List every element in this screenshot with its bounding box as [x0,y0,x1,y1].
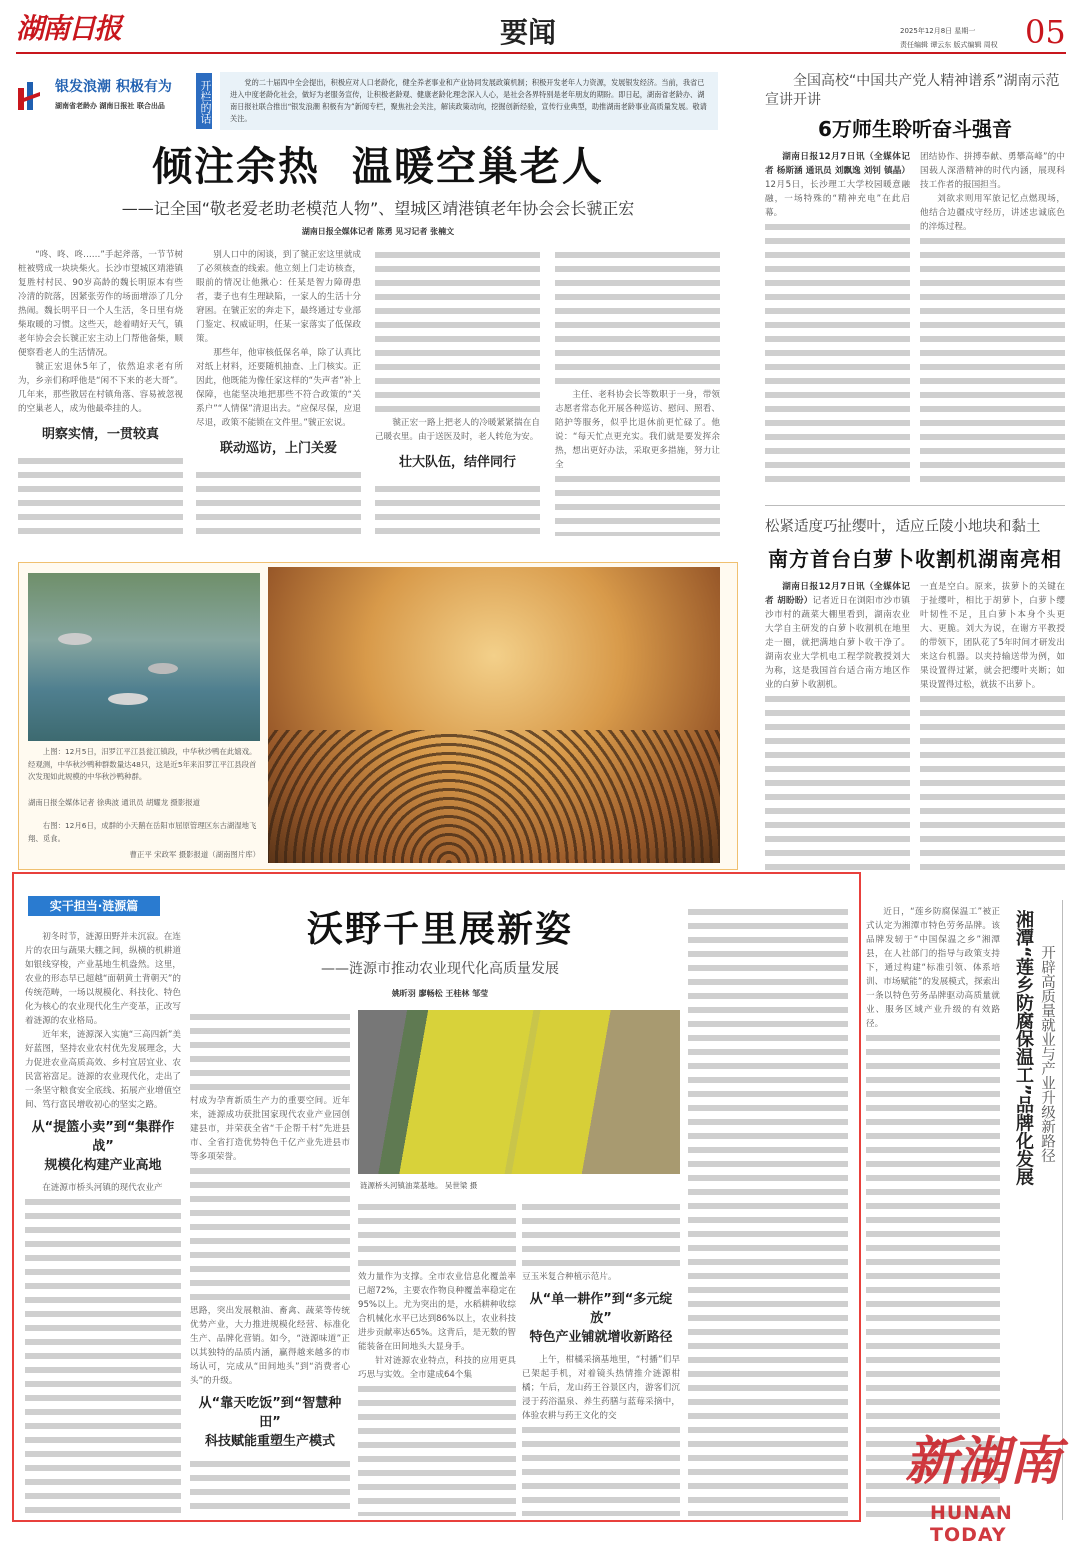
body-text [522,1200,680,1270]
feature-column-4 [522,1200,680,1516]
paragraph: 近日，“莲乡防腐保温工”被正式认定为湘潭市特色劳务品牌。该品牌发轫于“中国保温之乡”湘潭县，在人社部门的指导与政策支持下，通过构建“标准引领、体系培训、市场赋能”的发展模式，探索出一条以特色劳务品牌驱动高质量就业、服务区域产业升级的有效路径。 [866,907,1000,1029]
body-text [555,248,720,388]
body-text [375,248,540,416]
paragraph: 在涟源市桥头河镇的现代农业产 [42,1183,163,1193]
paragraph: 团结协作、拼搏奉献、勇攀高峰”的中国载人深潜精神的时代内涵，展现科技工作者的报国担当。 [920,152,1065,190]
body-text [18,454,183,536]
photo-caption-right: 右图：12月6日，成群的小天鹅在岳阳市屈原管理区东古湖湿地飞翔、觅食。 [28,821,257,843]
lead-column-1 [18,248,183,536]
issue-date: 2025年12月8日 星期一 [900,27,976,35]
art2-column-2 [920,150,1065,490]
paragraph: 村成为孕育新质生产力的重要空间。近年来，涟源成功获批国家现代农业产业园创建县市，并荣获全省“千企帮千村”先进县市、全省打造优势特色千亿产业先进县市等多项荣誉。 [190,1096,350,1162]
paragraph: 主任、老科协会长等数职于一身，带领志愿者常态化开展各种巡访、慰问、照看、陪护等服务，似乎比退休前更忙碌了。他说：“每天忙点更充实。我们就是要发挥余热，想出更好办法，采取更多措施，努力让全 [555,390,720,470]
body-text [765,692,910,870]
paragraph: 近年来，涟源深入实施“三高四新”美好蓝图，坚持农业农村优先发展理念，大力促进农业高质高效、乡村宜居宜业、农民富裕富足。涟源的农业现代化，走出了一条坚守粮食安全底线、拓展产业增值空间、笃行富民增收初心的坚实之路。 [25,1030,181,1110]
body-text [25,1195,181,1516]
body-text [358,1382,516,1516]
photo-ducks [28,573,260,741]
column-intro-label: 开栏的话 [196,73,212,129]
paragraph: 初冬时节，涟源田野并未沉寂。在连片的农田与蔬果大棚之间，纵横的机耕道如银线穿梭，产业基地生机盎然。这里，农业的形态早已超越“面朝黄土背朝天”的传统范畴，一场以规模化、科技化、特色化为核心的农业现代化生产变革，正改写着涟源的农业格局。 [25,932,181,1026]
dateline: 湖南日报12月7日讯（全媒体记者 胡盼盼） [765,582,910,606]
art3-column-1 [765,580,910,870]
subhead: 从“提篮小卖”到“集群作战” [31,1120,175,1154]
dateline: 湖南日报12月7日讯（全媒体记者 杨斯涵 通讯员 刘飘逸 刘钊 镇晶） [765,152,910,176]
article-title: 南方首台白萝卜收割机湖南亮相 [768,547,1062,571]
watermark-logo: 新湖南 [905,1432,1062,1492]
art3-column-2 [920,580,1065,870]
column-sponsors: 湖南省老龄办 湖南日报社 联合出品 [55,102,165,110]
subhead: 壮大队伍，结伴同行 [398,455,516,470]
side-column [866,905,1000,1520]
paragraph: 针对涟源农业特点，科技的应用更具巧思与实效。全市建成64个集 [358,1356,516,1380]
body-text [358,1200,516,1270]
side-subtitle: 开辟高质量就业与产业升级新路径 [1039,945,1055,1163]
paragraph: 那些年，他审核低保名单，除了认真比对纸上材料，还要随机抽查、上门核实。正因此，他既能为像任家这样的“失声者”补上保障，也能坚决地把那些不符合政策的“关系户”“人情保”清退出去。“应保尽保，应退尽退，政策不能锁在文件里。”虢正宏说。 [196,348,361,428]
paragraph: 刘欲求则用军旅记忆点燃现场，他结合边疆戍守经历，讲述忠诚底色的淬炼过程。 [920,194,1065,232]
subhead: 科技赋能重塑生产模式 [204,1434,335,1449]
photo-credit-left: 湖南日报全媒体记者 徐典波 通讯员 胡耀龙 摄影报道 [28,798,200,807]
art2-column-1 [765,150,910,490]
subhead: 特色产业铺就增收新路径 [529,1330,673,1345]
body-text [190,1010,350,1094]
lead-subtitle: ——记全国“敬老爱老助老模范人物”、望城区靖港镇老年协会会长虢正宏 [121,199,635,218]
paragraph: 一直是空白。原来，拔萝卜的关键在于扯缨叶，相比于胡萝卜，白萝卜缨叶韧性不足，且白萝卜本身个头更大、更脆。刘大为说，在谢方平教授的带领下，团队花了5年时间才研发出来这台机器。以夹持输送带为例，如果设置得过紧，就会把缨叶夹断；如果设置得过松，就拔不出萝卜。 [920,582,1065,690]
body-text [190,1164,350,1304]
paragraph: 上午，柑橘采摘基地里，“村播”们早已架起手机，对着镜头热情推介涟源柑橘；午后，龙山药王谷景区内，游客们沉浸于药浴温泉、养生药膳与蓝莓采摘中，体验农耕与药王文化的交 [522,1355,680,1421]
body-text [375,482,540,536]
paragraph: 豆玉米复合种植示范片。 [522,1272,617,1282]
feature-byline: 姚昕羽 廖畅松 王桂林 邹莹 [391,989,489,998]
body-text [196,468,361,536]
editors: 责任编辑 谭云东 版式编辑 周权 [900,41,998,49]
feature-column-3 [358,1200,516,1516]
feature-subtitle: ——涟源市推动农业现代化高质量发展 [321,961,559,977]
feature-series-tag: 实干担当·涟源篇 [28,896,160,916]
paragraph: 12月5日，长沙理工大学校园暖意融融，一场特殊的“精神充电”在此启幕。 [765,180,910,218]
paragraph: 虢正宏退休5年了，依然追求老有所为，乡亲们称呼他是“闲不下来的老大哥”。几年来，那些散居在村镇角落、容易被忽视的空巢老人，成为他最牵挂的人。 [18,362,183,414]
lead-column-3 [375,248,540,536]
photo-rapeseed-field [358,1010,680,1174]
feature-column-2 [190,1010,350,1516]
paragraph: 虢正宏一路上把老人的冷暖紧紧揣在自己暖衣里。由于送医及时，老人转危为安。 [375,418,540,442]
subhead: 从“单一耕作”到“多元绽放” [529,1292,673,1326]
subhead: 从“靠天吃饭”到“智慧种田” [198,1396,342,1430]
page-number: 05 [1025,13,1066,51]
body-text [920,692,1065,870]
paragraph: 记者近日在浏阳市沙市镇沙市村的蔬菜大棚里看到，湖南农业大学自主研发的白萝卜收割机在地里走一圈，就把满地白萝卜收干净了。湖南农业大学机电工程学院教授刘大为称，这是我国首台适合南方地区作业的白萝卜收割机。 [765,596,910,690]
section-title: 要闻 [500,16,557,49]
divider [1062,900,1063,1520]
article-title: 6万师生聆听奋斗强音 [818,117,1012,141]
body-text [190,1457,350,1516]
subhead: 规模化构建产业高地 [44,1158,162,1173]
body-text [688,905,848,1516]
feature-headline: 沃野千里展新姿 [306,909,573,950]
photo-caption-left: 上图：12月5日，汨罗江平江县瓮江镇段，中华秋沙鸭在此嬉戏。经观测，中华秋沙鸭种群数量达48只，这是近5年来汨罗江平江县段首次发现如此规模的中华秋沙鸭种群。 [28,747,257,781]
masthead-rule [16,52,1066,54]
body-text [765,220,910,490]
paragraph: 别人口中的闲谈，到了虢正宏这里就成了必须核查的线索。他立刻上门走访核查，眼前的情况让他揪心：任某是智力障碍患者，妻子也有生理缺陷，一家人的生活十分窘困。在虢正宏的奔走下，最终通过专业部门鉴定、权威证明，任某一家落实了低保政策。 [196,250,361,344]
subhead: 明察实情，一贯较真 [41,427,159,442]
article-kicker: 松紧适度巧扯缨叶，适应丘陵小地块和黏土 [765,519,1041,535]
lead-column-4 [555,248,720,536]
lead-headline: 倾注余热 温暖空巢老人 [152,144,604,190]
photo-credit-right: 曹正平 宋政军 摄影报道（湖南图片库） [129,850,260,859]
silver-wave-logo-icon [18,82,44,112]
paragraph: “咚、咚、咚……”手起斧落，一节节树桩被劈成一块块柴火。长沙市望城区靖港镇复胜村村民、90岁高龄的魏长明原本有些冷清的院落，因紧张劳作的场面增添了几分热闹。魏长明平日一个人生活，冬日里有烧柴取暖的习惯。这些天，趁着晴好天气，镇老年协会会长虢正宏主动上门帮他备柴，顺便察看老人的生活情况。 [18,250,183,358]
article-kicker: 全国高校“中国共产党人精神谱系”湖南示范宣讲开讲 [765,73,1060,108]
lead-byline: 湖南日报全媒体记者 陈勇 见习记者 张楠文 [301,227,455,236]
column-intro-text: 党的二十届四中全会提出，积极应对人口老龄化，健全养老事业和产业协同发展政策机制；积极开发老年人力资源，发展银发经济。当前，我省已进入中度老龄化社会，做好为老服务宣传，让积极老龄观、健康老龄化理念深入人心，是社会各界特别是老年朋友的期盼。即日起，湖南省老龄办、湖南日报社联合推出“银发浪潮 积极有为”新闻专栏，聚焦社会关注，解读政策动向，挖掘创新经验，宣传行业典型，助推湖南老龄事业高质量发展。敬请关注。 [220,72,718,130]
newspaper-logo: 湖南日报 [16,12,121,45]
paragraph: 效力量作为支撑。全市农业信息化覆盖率已超72%，主要农作物良种覆盖率稳定在95%以上。尤为突出的是，水稻耕种收综合机械化水平已达到86%以上，农业科技进步贡献率达65%。这背后，是无数的智能装备在田间地头大显身手。 [358,1272,516,1352]
lead-column-2 [196,248,361,536]
body-text [522,1423,680,1516]
paragraph: 思路，突出发展粮油、畜禽、蔬菜等传统优势产业，大力推进规模化经营、标准化生产、品牌化营销。如今，“涟源味道”正以其独特的品质内涵，赢得越来越多的市场认可，完成从“田间地头”到“消费者心头”的升级。 [190,1306,350,1386]
feature-column-5 [688,905,848,1516]
photo-swans [268,567,720,863]
side-headline: 湘潭“莲乡防腐保温工”品牌化发展 [1013,910,1034,1186]
body-text [555,472,720,536]
watermark-text: HUNAN TODAY [930,1502,1013,1546]
column-title: 银发浪潮 积极有为 [55,79,172,95]
feature-photo-caption: 涟源桥头河镇油菜基地。 吴世梁 摄 [360,1181,478,1190]
divider [765,505,1065,506]
body-text [920,234,1065,490]
feature-column-1 [25,930,181,1516]
subhead: 联动巡访，上门关爱 [219,441,337,456]
